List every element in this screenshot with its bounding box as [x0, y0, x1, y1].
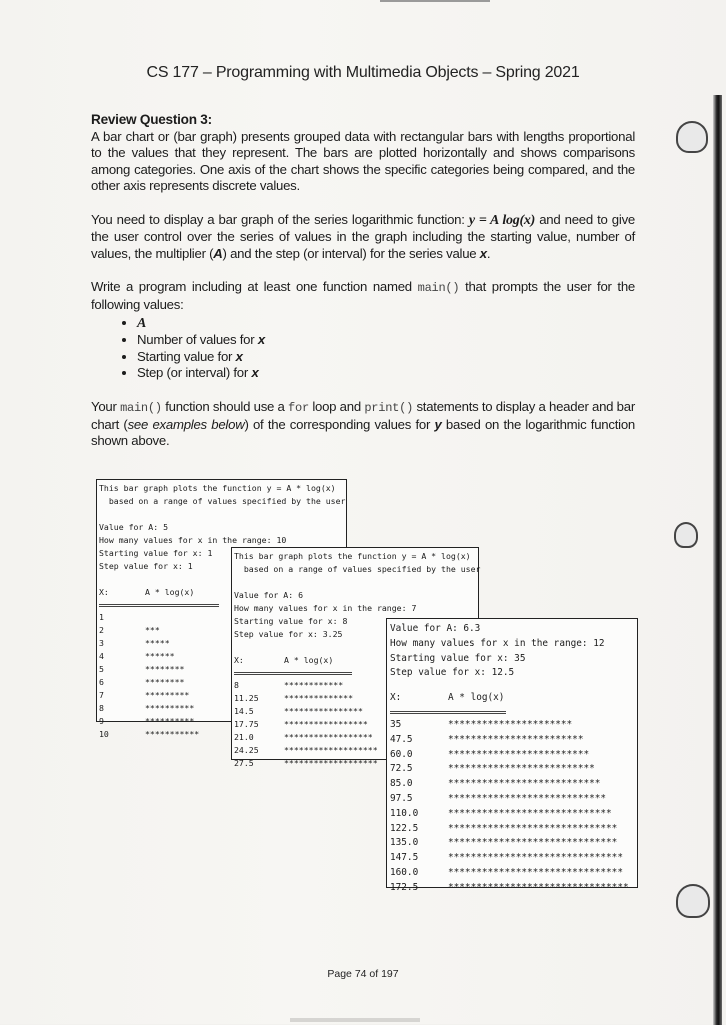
table-row: 8 ************ [234, 680, 344, 690]
table-row: 60.0 ************************* [390, 748, 590, 760]
prompt-line: How many values for x in the range: 7 [234, 603, 417, 613]
paragraph-task: You need to display a bar graph of the series logarithmic function: y = A log(x) and need to give the user control over the series of values in the graph including the starting value, number of values, the multiplier (A) and the step (or interval) for the series value x. [91, 211, 635, 261]
console-output-example-3 [386, 618, 638, 893]
list-item: • Step (or interval) for x [137, 365, 635, 381]
prompt-line: Starting value for x: 35 [390, 652, 526, 664]
prompt-line: Value for A: 6.3 [390, 623, 481, 634]
table-row: 110.0 ***************************** [390, 807, 612, 819]
table-row: 1 [99, 612, 104, 622]
prompt-line: How many values for x in the range: 12 [390, 637, 605, 649]
table-row: 9 ********** [99, 716, 195, 726]
paragraph-output-instructions: Your main() function should use a for loop and print() statements to display a header and bar chart (see examples below) of the corresponding values for y based on the logarithmic function shown above. [91, 399, 635, 449]
prompt-line: Starting value for x: 8 [234, 616, 348, 626]
table-header: X: A * log(x) [390, 692, 505, 704]
scan-mark [380, 0, 490, 2]
output-header-line: This bar graph plots the function y = A * log(x) [99, 483, 336, 493]
output-header-line: based on a range of values specified by the user [234, 564, 481, 574]
question-body [91, 112, 635, 450]
table-header: X: A * log(x) [234, 655, 334, 665]
table-row: 5 ******** [99, 664, 185, 674]
table-row: 11.25 ************** [234, 693, 354, 703]
output-header-line: based on a range of values specified by the user [99, 496, 346, 506]
table-header: X: A * log(x) [99, 587, 195, 597]
table-row: 97.5 **************************** [390, 792, 607, 804]
prompt-list [91, 315, 635, 381]
prompt-line: Step value for x: 3.25 [234, 629, 343, 639]
table-row: 24.25 ******************* [234, 745, 378, 755]
table-row: 122.5 ****************************** [390, 822, 618, 834]
list-item: • Number of values for x [137, 332, 635, 348]
table-row: 8 ********** [99, 703, 195, 713]
prompt-line: Value for A: 5 [99, 522, 169, 532]
table-row: 14.5 **************** [234, 706, 363, 716]
formula: y = A log(x) [468, 212, 536, 228]
paragraph-program-instructions: Write a program including at least one function named main() that prompts the user for the following values: [91, 279, 636, 312]
review-question-title: Review Question 3: [91, 112, 212, 127]
table-row: 172.5 ******************************** [390, 881, 629, 893]
table-row: 10 *********** [99, 729, 200, 739]
paragraph-bar-chart-definition: A bar chart or (bar graph) presents grouped data with rectangular bars with lengths proportional to the values that they represent. The bars are plotted horizontally and shows comparisons among categories. One axis of the chart shows the specific categories being compared, and the other axis represents discrete values. [91, 128, 635, 193]
table-row: 72.5 ************************** [390, 763, 595, 775]
table-row: 85.0 *************************** [390, 778, 601, 790]
table-row: 27.5 ******************* [234, 758, 378, 768]
list-item: • Starting value for x [137, 349, 635, 365]
table-row: 47.5 ************************ [390, 733, 584, 745]
table-row: 135.0 ****************************** [390, 837, 618, 849]
binder-edge [713, 95, 722, 1025]
output-header-line: This bar graph plots the function y = A * log(x) [234, 551, 471, 561]
table-row: 21.0 ****************** [234, 732, 373, 742]
table-row: 35 ********************** [390, 718, 573, 730]
code-main: main() [417, 281, 460, 295]
bar-rows [390, 718, 637, 896]
table-row: 2 *** [99, 625, 160, 635]
binder-clip-icon [676, 121, 708, 153]
table-row: 7 ********* [99, 690, 190, 700]
binder-clip-icon [676, 884, 710, 918]
scan-mark [290, 1018, 420, 1022]
prompt-line: How many values for x in the range: 10 [99, 535, 287, 545]
table-row: 6 ******** [99, 677, 185, 687]
prompt-line: Step value for x: 1 [99, 561, 193, 571]
table-row: 3 ***** [99, 638, 170, 648]
table-row: 17.75 ***************** [234, 719, 368, 729]
prompt-line: Step value for x: 12.5 [390, 667, 515, 679]
prompt-line: Value for A: 6 [234, 590, 304, 600]
table-row: 4 ****** [99, 651, 175, 661]
prompt-line: Starting value for x: 1 [99, 548, 213, 558]
binder-ring-icon [674, 522, 698, 548]
table-row: 160.0 ******************************* [390, 866, 623, 878]
page-header: CS 177 – Programming with Multimedia Objects – Spring 2021 [146, 64, 580, 81]
list-item: • A [137, 315, 635, 332]
page-number: Page 74 of 197 [327, 968, 399, 980]
table-row: 147.5 ******************************* [390, 852, 623, 864]
